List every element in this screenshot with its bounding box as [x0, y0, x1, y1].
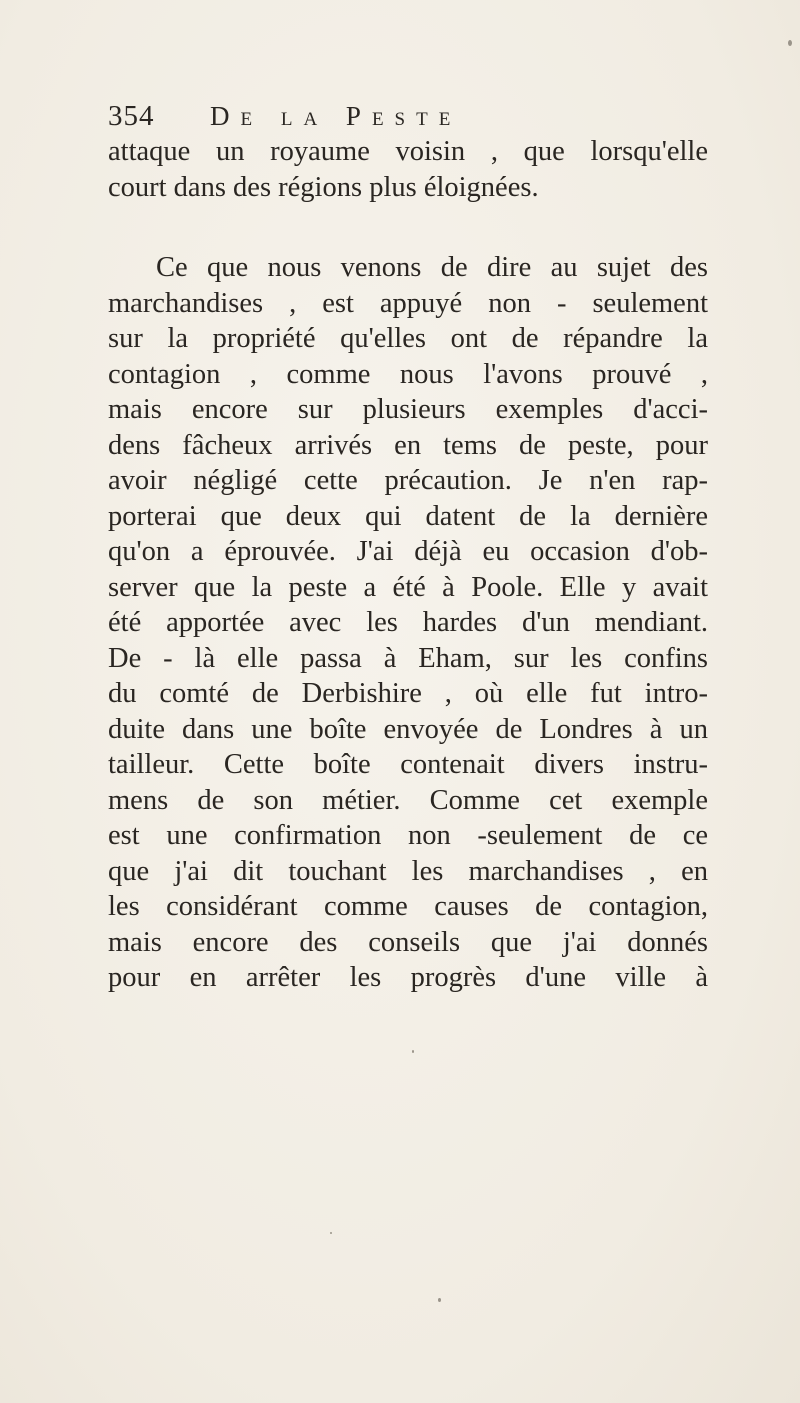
- paper-speck: [412, 1050, 414, 1053]
- text-line: contagion , comme nous l'avons prouvé ,: [108, 358, 708, 390]
- text-line: mais encore des conseils que j'ai donnés: [108, 926, 708, 958]
- text-line: porterai que deux qui datent de la dernière: [108, 500, 708, 532]
- text-line: De - là elle passa à Eham, sur les confins: [108, 642, 708, 674]
- running-head: De la Peste: [210, 101, 462, 131]
- text-line: qu'on a éprouvée. J'ai déjà eu occasion d'ob-: [108, 536, 708, 567]
- text-line: mens de son métier. Comme cet exemple: [108, 784, 708, 816]
- text-line: que j'ai dit touchant les marchandises , en: [108, 855, 708, 887]
- text-line: sur la propriété qu'elles ont de répandre la: [108, 323, 708, 354]
- text-line: dens fâcheux arrivés en tems de peste, pour: [108, 429, 708, 461]
- paper-speck: [330, 1232, 332, 1234]
- text-line: du comté de Derbishire , où elle fut intro-: [108, 678, 708, 709]
- body-text: [108, 134, 708, 996]
- page-header: [108, 96, 708, 136]
- text-line: marchandises , est appuyé non - seulement: [108, 287, 708, 319]
- paper-speck: [438, 1298, 441, 1302]
- text-line: Ce que nous venons de dire au sujet des: [156, 252, 708, 283]
- text-line: été apportée avec les hardes d'un mendiant.: [108, 607, 708, 638]
- text-line: mais encore sur plusieurs exemples d'acci-: [108, 394, 708, 425]
- paragraph-break: [108, 205, 708, 250]
- text-line: duite dans une boîte envoyée de Londres à un: [108, 713, 708, 745]
- text-line: pour en arrêter les progrès d'une ville à: [108, 962, 708, 993]
- paper-speck: [788, 40, 792, 46]
- text-line: server que la peste a été à Poole. Elle y avait: [108, 571, 708, 603]
- text-line: attaque un royaume voisin , que lorsqu'elle: [108, 136, 708, 167]
- text-line: tailleur. Cette boîte contenait divers instru-: [108, 749, 708, 780]
- text-line: court dans des régions plus éloignées.: [108, 171, 539, 203]
- page-number: 354: [108, 100, 155, 132]
- text-line: avoir négligé cette précaution. Je n'en rap-: [108, 465, 708, 496]
- text-line: est une confirmation non -seulement de ce: [108, 820, 708, 851]
- text-line: les considérant comme causes de contagion,: [108, 891, 708, 922]
